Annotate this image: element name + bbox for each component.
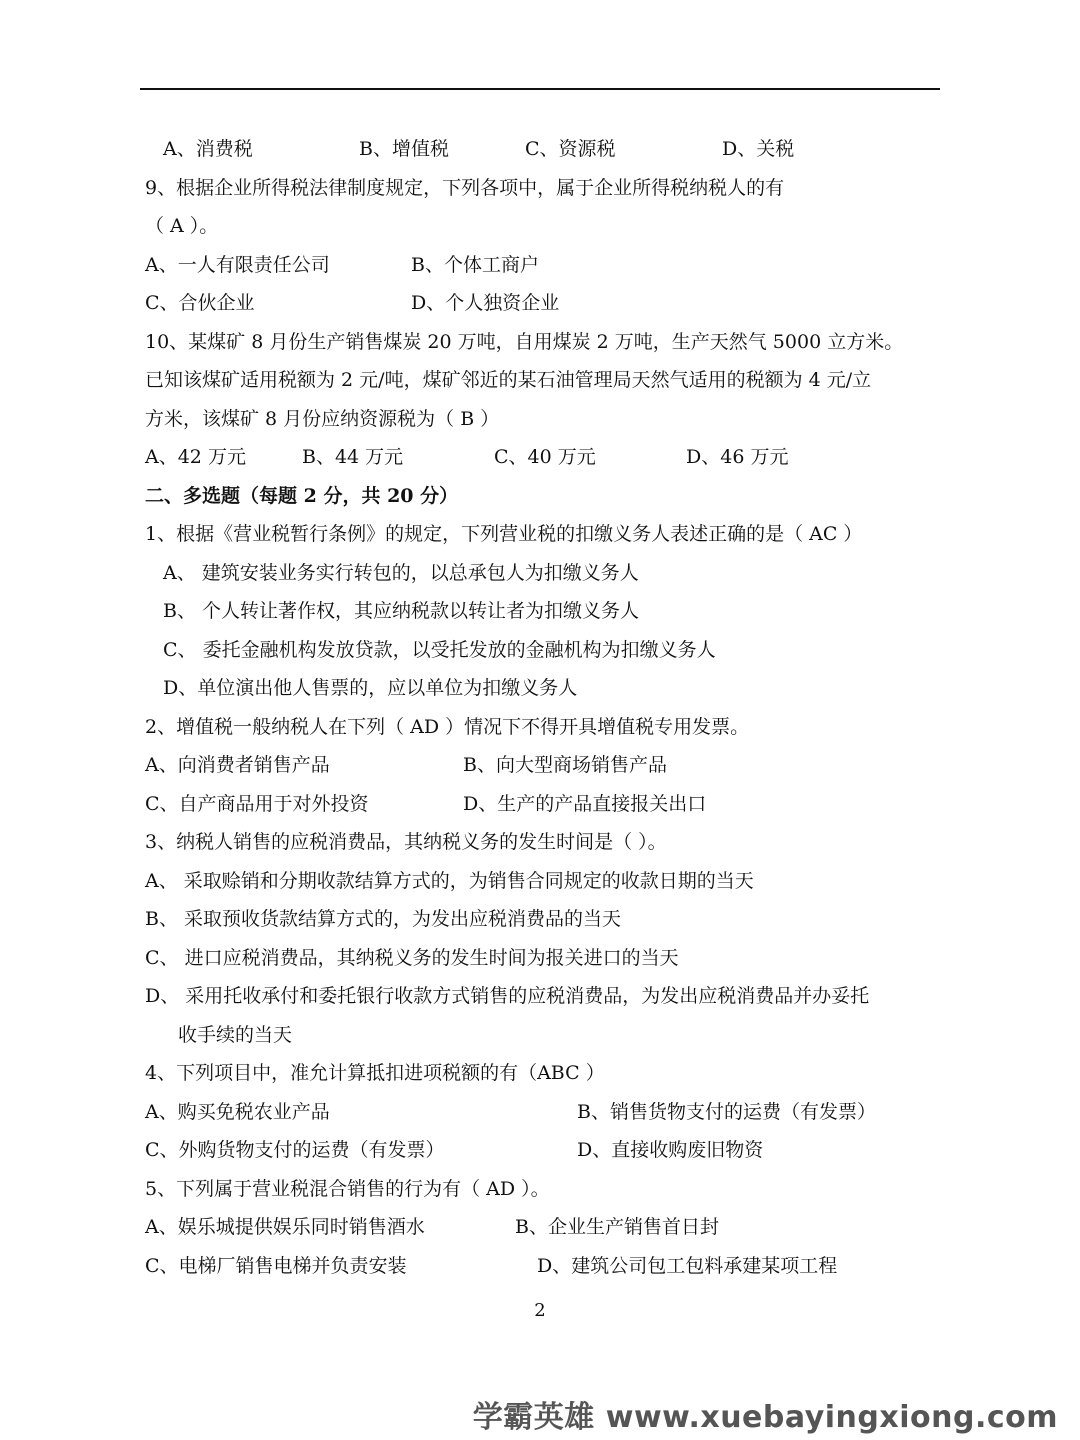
m5-option-d: D、建筑公司包工包料承建某项工程 (537, 1254, 838, 1277)
q10-option-d: D、46 万元 (686, 446, 789, 468)
m1-option-c-text: C、 委托金融机构发放贷款，以受托发放的金融机构为扣缴义务人 (163, 638, 716, 661)
q8-option-c: C、资源税 (525, 138, 616, 160)
m5-options-row2 (145, 1247, 945, 1286)
m3-option-b: B、 采取预收货款结算方式的，为发出应税消费品的当天 (145, 908, 622, 930)
m2-option-b: B、向大型商场销售产品 (463, 754, 667, 776)
q10-option-c: C、40 万元 (494, 446, 596, 468)
q9-option-c: C、合伙企业 (145, 292, 255, 314)
m1-option-a (145, 554, 945, 593)
m2-option-a: A、向消费者销售产品 (145, 754, 330, 776)
q8-option-a: A、消费税 (163, 138, 253, 160)
m1-option-d-text: D、单位演出他人售票的，应以单位为扣缴义务人 (163, 677, 578, 699)
m3-option-c: C、 进口应税消费品，其纳税义务的发生时间为报关进口的当天 (145, 946, 679, 969)
m3-stem: 3、纳税人销售的应税消费品，其纳税义务的发生时间是（ ）。 (145, 831, 667, 853)
m1-option-b-text: B、 个人转让著作权，其应纳税款以转让者为扣缴义务人 (163, 600, 640, 622)
document-body (145, 130, 945, 1285)
m2-stem: 2、增值税一般纳税人在下列（ AD ）情况下不得开具增值税专用发票。 (145, 715, 750, 738)
q8-option-d: D、关税 (722, 138, 795, 160)
q9-stem-cont: （ A ）。 (145, 215, 219, 237)
m3-option-d-cont-text: 收手续的当天 (178, 1023, 293, 1046)
m3-option-d-cont (145, 1016, 945, 1055)
m4-options-row1 (145, 1093, 945, 1132)
q9-option-a: A、一人有限责任公司 (145, 253, 330, 276)
m1-stem: 1、根据《营业税暂行条例》的规定，下列营业税的扣缴义务人表述正确的是（ AC ） (145, 523, 863, 545)
m4-options-row2 (145, 1131, 945, 1170)
q10-option-a: A、42 万元 (145, 446, 246, 468)
m1-option-c (145, 631, 945, 670)
section-heading: 二、多选题（每题 2 分，共 20 分） (145, 484, 459, 507)
m2-option-d: D、生产的产品直接报关出口 (463, 792, 707, 815)
q10-option-b: B、44 万元 (302, 446, 404, 468)
m1-option-a-text: A、 建筑安装业务实行转包的，以总承包人为扣缴义务人 (163, 561, 639, 584)
m3-option-a: A、 采取赊销和分期收款结算方式的，为销售合同规定的收款日期的当天 (145, 869, 754, 892)
watermark: 学霸英雄 www.xuebayingxiong.com (472, 1400, 1058, 1435)
q9-stem: 9、根据企业所得税法律制度规定，下列各项中，属于企业所得税纳税人的有 (145, 176, 785, 199)
m3-option-d: D、 采用托收承付和委托银行收款方式销售的应税消费品，为发出应税消费品并办妥托 (145, 985, 870, 1007)
m2-options-row1 (145, 746, 945, 785)
q10-stem: 10、某煤矿 8 月份生产销售煤炭 20 万吨，自用煤炭 2 万吨，生产天然气 5000 立方米。 (145, 330, 904, 353)
m4-option-c: C、外购货物支付的运费（有发票） (145, 1139, 445, 1161)
m4-option-d: D、直接收购废旧物资 (577, 1139, 764, 1161)
m5-option-c: C、电梯厂销售电梯并负责安装 (145, 1254, 407, 1277)
header-rule (140, 88, 940, 90)
m5-option-a: A、娱乐城提供娱乐同时销售酒水 (145, 1216, 425, 1238)
page-number: 2 (534, 1300, 546, 1321)
q9-option-b: B、个体工商户 (411, 253, 539, 276)
q10-stem-cont1: 已知该煤矿适用税额为 2 元/吨，煤矿邻近的某石油管理局天然气适用的税额为 4 元/立 (145, 369, 872, 391)
q9-options-row1 (145, 246, 945, 285)
m5-options-row1 (145, 1208, 945, 1247)
q9-option-d: D、个人独资企业 (411, 292, 560, 314)
q10-stem-cont2: 方米，该煤矿 8 月份应纳资源税为（ B ） (145, 407, 500, 430)
q10-options (145, 438, 945, 477)
m4-stem: 4、下列项目中，准允计算抵扣进项税额的有（ABC ） (145, 1062, 605, 1084)
m2-options-row2 (145, 785, 945, 824)
m4-option-a: A、购买免税农业产品 (145, 1100, 330, 1123)
m5-option-b: B、企业生产销售首日封 (515, 1216, 719, 1238)
m1-option-b (145, 592, 945, 631)
m1-option-d (145, 669, 945, 708)
q9-options-row2 (145, 284, 945, 323)
m4-option-b: B、销售货物支付的运费（有发票） (577, 1100, 876, 1123)
m5-stem: 5、下列属于营业税混合销售的行为有（ AD ）。 (145, 1177, 550, 1200)
q8-option-b: B、增值税 (359, 138, 449, 160)
m2-option-c: C、自产商品用于对外投资 (145, 792, 369, 815)
q8-options (145, 130, 945, 169)
